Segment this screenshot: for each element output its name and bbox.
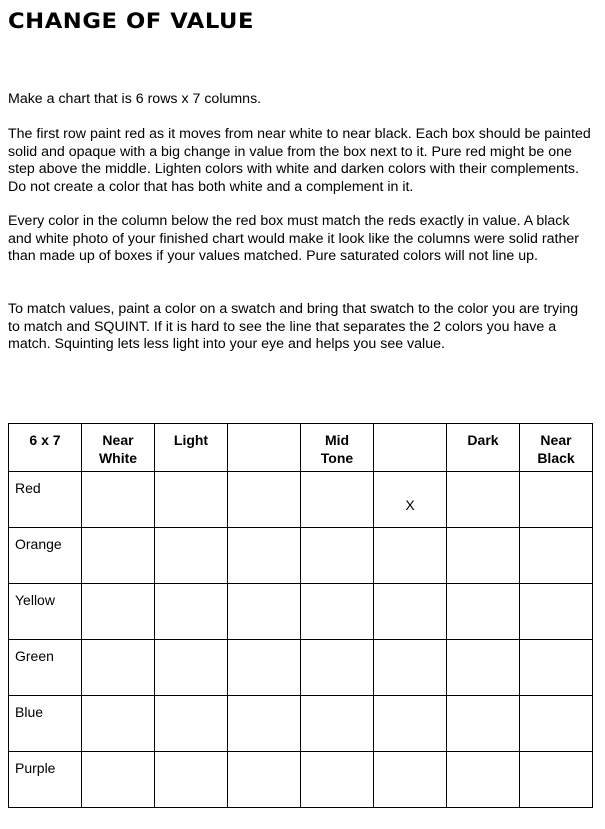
row-label: Blue [9,696,82,752]
chart-cell [447,584,520,640]
chart-cell [374,584,447,640]
table-row [9,640,593,696]
chart-cell [228,584,301,640]
row-label: Yellow [9,584,82,640]
chart-cell [520,640,593,696]
column-header: Light [155,424,228,472]
instruction-paragraph-1: Make a chart that is 6 rows x 7 columns. [8,91,262,107]
chart-cell [155,640,228,696]
table-row [9,472,593,528]
chart-cell [228,528,301,584]
chart-cell [301,696,374,752]
chart-cell [447,696,520,752]
chart-cell [520,696,593,752]
table-row [9,752,593,808]
page-title: CHANGE OF VALUE [8,9,255,33]
chart-cell [301,472,374,528]
chart-cell [155,584,228,640]
chart-cell [82,696,155,752]
chart-cell [155,696,228,752]
chart-cell [82,640,155,696]
row-label: Green [9,640,82,696]
chart-cell [374,528,447,584]
header-row [9,424,593,472]
table-row [9,584,593,640]
chart-cell [301,640,374,696]
table-row [9,696,593,752]
chart-cell [447,640,520,696]
row-label: Red [9,472,82,528]
chart-cell [301,528,374,584]
value-chart-table [8,423,593,808]
chart-cell [301,752,374,808]
chart-cell [447,472,520,528]
column-header: Mid Tone [301,424,374,472]
column-header [228,424,301,472]
chart-cell [155,472,228,528]
chart-cell [374,696,447,752]
chart-cell [228,640,301,696]
row-label: Orange [9,528,82,584]
column-header: Dark [447,424,520,472]
chart-cell [520,584,593,640]
chart-cell [82,752,155,808]
chart-cell [447,528,520,584]
chart-cell [520,528,593,584]
corner-header: 6 x 7 [9,424,82,472]
chart-cell [228,752,301,808]
chart-cell [155,752,228,808]
column-header: Near Black [520,424,593,472]
chart-cell [228,696,301,752]
chart-cell [82,584,155,640]
chart-cell [520,472,593,528]
chart-cell [82,528,155,584]
chart-cell-marked: X [374,472,447,528]
instruction-paragraph-2: The first row paint red as it moves from near white to near black. Each box should be painted solid and opaque with a big change in value from the box next to it. Pure red might be one step above the middle. Lighten colors with white and darken colors with their complements. Do not create a color that has both white and a complement in it. [8,126,591,195]
column-header [374,424,447,472]
column-header: Near White [82,424,155,472]
chart-cell [82,472,155,528]
chart-cell [374,640,447,696]
chart-cell [520,752,593,808]
chart-cell [447,752,520,808]
row-label: Purple [9,752,82,808]
chart-cell [374,752,447,808]
instruction-paragraph-4: To match values, paint a color on a swatch and bring that swatch to the color you are trying to match and SQUINT. If it is hard to see the line that separates the 2 colors you have a match. Squinting lets less light into your eye and helps you see value. [8,301,579,352]
chart-cell [228,472,301,528]
chart-cell [301,584,374,640]
chart-cell [155,528,228,584]
table-row [9,528,593,584]
instruction-paragraph-3: Every color in the column below the red box must match the reds exactly in value. A black and white photo of your finished chart would make it look like the columns were solid rather than made up of boxes if your values matched. Pure saturated colors will not line up. [8,213,579,264]
